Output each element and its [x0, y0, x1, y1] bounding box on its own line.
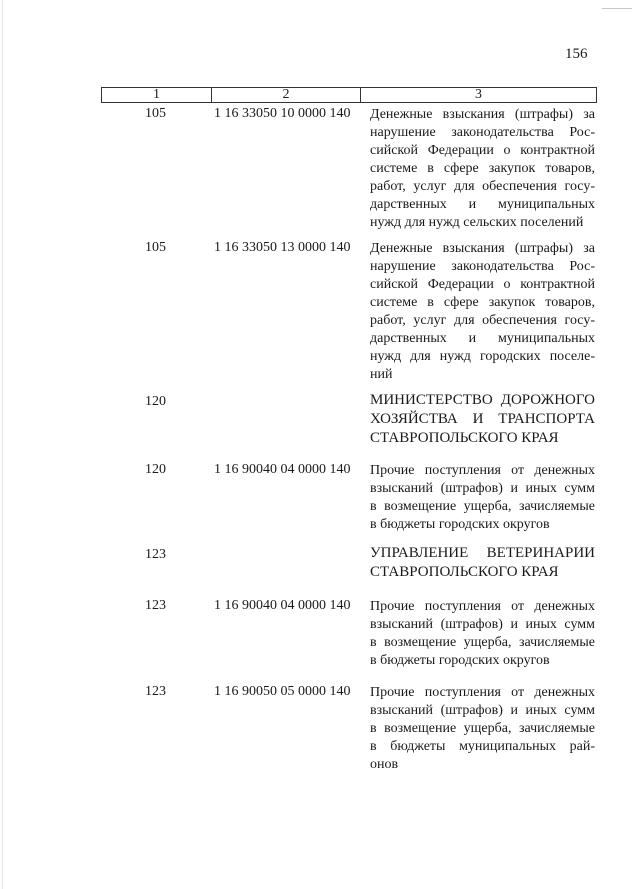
table-row-description: [370, 240, 595, 384]
description-line: работ, услуг для обеспечения госу-: [370, 313, 595, 328]
administration-heading: [370, 544, 595, 582]
table-row-code: 120: [145, 394, 166, 409]
page-number: 156: [565, 46, 588, 62]
description-line: в возмещение ущерба, зачисляемые: [370, 635, 595, 650]
table-row-classifier: 1 16 90050 05 0000 140: [214, 684, 351, 699]
description-line: дарственных и муниципальных: [370, 197, 595, 212]
table-row-classifier: 1 16 90040 04 0000 140: [214, 598, 351, 613]
table-header-col-2: 2: [212, 88, 361, 102]
description-line: взысканий (штрафов) и иных сумм: [370, 617, 595, 632]
heading-line: ХОЗЯЙСТВА И ТРАНСПОРТА: [370, 411, 595, 427]
ministry-heading: [370, 391, 595, 448]
heading-line: УПРАВЛЕНИЕ ВЕТЕРИНАРИИ: [370, 545, 595, 561]
description-line: системе в сфере закупок товаров,: [370, 295, 595, 310]
description-line: в бюджеты городских округов: [370, 517, 550, 532]
table-header-col-3: 3: [475, 87, 482, 102]
table-row-code: 105: [145, 106, 166, 121]
description-line: взысканий (штрафов) и иных сумм: [370, 481, 595, 496]
description-line: Прочие поступления от денежных: [370, 463, 595, 478]
description-line: работ, услуг для обеспечения госу-: [370, 179, 595, 194]
table-header: [101, 87, 597, 103]
heading-line: СТАВРОПОЛЬСКОГО КРАЯ: [370, 430, 559, 446]
table-row-code: 123: [145, 598, 166, 613]
description-line: нужд для нужд сельских поселений: [370, 215, 584, 230]
table-row-code: 105: [145, 240, 166, 255]
description-line: сийской Федерации о контрактной: [370, 143, 595, 158]
description-line: взысканий (штрафов) и иных сумм: [370, 703, 595, 718]
table-row-classifier: 1 16 33050 13 0000 140: [214, 240, 351, 255]
table-row-description: [370, 462, 595, 534]
description-line: ний: [370, 367, 393, 382]
table-row-code: 120: [145, 462, 166, 477]
description-line: в бюджеты городских округов: [370, 653, 550, 668]
scan-margin-line: [2, 0, 3, 889]
description-line: Денежные взыскания (штрафы) за: [370, 241, 595, 256]
table-row-classifier: 1 16 90040 04 0000 140: [214, 462, 351, 477]
description-line: онов: [370, 757, 399, 772]
description-line: нужд для нужд городских поселе-: [370, 349, 595, 364]
description-line: Денежные взыскания (штрафы) за: [370, 107, 595, 122]
description-line: Прочие поступления от денежных: [370, 685, 595, 700]
table-row-description: [370, 598, 595, 670]
scan-corner-mark: [602, 8, 632, 9]
description-line: дарственных и муниципальных: [370, 331, 595, 346]
description-line: Прочие поступления от денежных: [370, 599, 595, 614]
table-row-code: 123: [145, 684, 166, 699]
description-line: в бюджеты муниципальных рай-: [370, 739, 595, 754]
description-line: в возмещение ущерба, зачисляемые: [370, 721, 595, 736]
description-line: нарушение законодательства Рос-: [370, 259, 595, 274]
table-row-description: [370, 106, 595, 232]
table-header-col-1: 1: [102, 88, 212, 102]
table-row-description: [370, 684, 595, 774]
table-row-code: 123: [145, 547, 166, 562]
description-line: сийской Федерации о контрактной: [370, 277, 595, 292]
table-row-classifier: 1 16 33050 10 0000 140: [214, 106, 351, 121]
heading-line: СТАВРОПОЛЬСКОГО КРАЯ: [370, 564, 559, 580]
description-line: нарушение законодательства Рос-: [370, 125, 595, 140]
description-line: в возмещение ущерба, зачисляемые: [370, 499, 595, 514]
description-line: системе в сфере закупок товаров,: [370, 161, 595, 176]
heading-line: МИНИСТЕРСТВО ДОРОЖНОГО: [370, 392, 595, 408]
